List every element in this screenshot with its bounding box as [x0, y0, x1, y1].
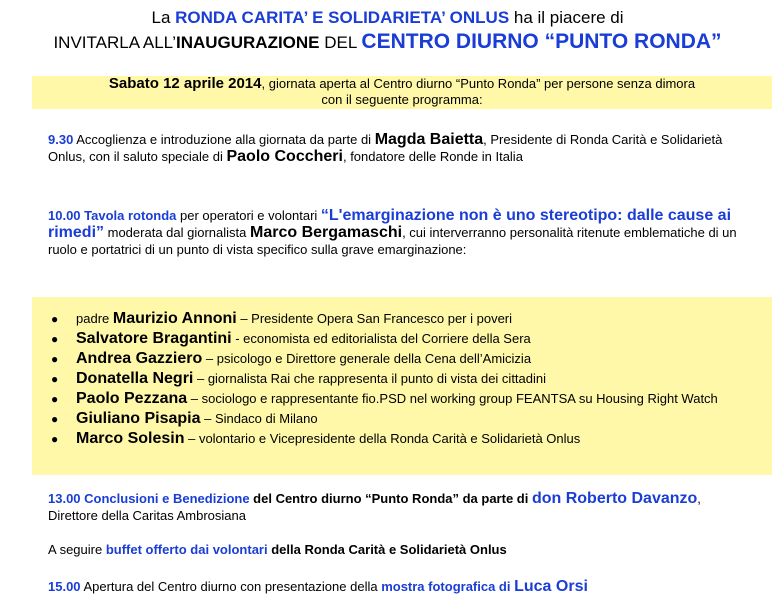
program-time: 10.00 — [48, 208, 81, 223]
program-text: per operatori e volontari — [176, 208, 321, 223]
header-text: La — [151, 8, 176, 27]
program-time: 9.30 — [48, 132, 74, 147]
program-text: , cui interverranno personalità ritenute emblematiche di un ruolo e portatrici di un punto di vista specifico sulla grave emarginazione: — [48, 225, 737, 257]
bullet-icon: ● — [51, 372, 59, 386]
date-banner — [32, 76, 772, 109]
program-text: , fondatore delle Ronde in Italia — [342, 149, 523, 164]
speaker-desc: – sociologo e rappresentante fio.PSD nel working group FEANTSA su Housing Right Watch — [187, 391, 718, 406]
bullet-icon: ● — [51, 432, 59, 446]
speaker-name: Paolo Pezzana — [76, 390, 188, 407]
bullet-icon: ● — [51, 412, 59, 426]
speaker-desc: – psicologo e Direttore generale della Cena dell’Amicizia — [202, 351, 532, 366]
speaker-name: Maurizio Annoni — [112, 310, 237, 327]
list-item — [51, 429, 772, 449]
program-text: , Direttore della Caritas Ambrosiana — [48, 491, 701, 523]
speaker-name: Marco Solesin — [76, 430, 185, 447]
date-banner-text: , giornata aperta al Centro diurno “Punto Ronda” per persone senza dimora — [261, 76, 696, 91]
program-text: della Ronda Carità e Solidarietà Onlus — [267, 542, 507, 557]
list-item — [51, 369, 772, 389]
bullet-icon: ● — [51, 312, 59, 326]
bullet-icon: ● — [51, 352, 59, 366]
header-line-2 — [0, 30, 775, 55]
list-item — [51, 409, 772, 429]
list-item — [51, 349, 772, 369]
speaker-name: Salvatore Bragantini — [76, 330, 232, 347]
round-table-quote: “L'emarginazione non è uno stereotipo: dalle cause ai rimedi” — [48, 207, 732, 241]
list-item — [51, 389, 772, 409]
moderator-name: Marco Bergamaschi — [250, 224, 403, 241]
speaker-desc: – volontario e Vicepresidente della Ronda Carità e Solidarietà Onlus — [184, 431, 581, 446]
program-item-buffet — [48, 541, 748, 558]
program-item-1500 — [48, 578, 748, 595]
header-text: DEL — [319, 33, 362, 52]
speaker-desc: – Sindaco di Milano — [200, 411, 318, 426]
program-time: 15.00 — [48, 579, 81, 594]
speaker-desc: – giornalista Rai che rappresenta il punto di vista dei cittadini — [193, 371, 547, 386]
inauguration-word: INAUGURAZIONE — [175, 33, 320, 52]
speaker-name: Andrea Gazziero — [76, 350, 203, 367]
speaker-name: Magda Baietta — [374, 131, 484, 148]
header-text: INVITARLA ALL’ — [53, 33, 176, 52]
program-item-1300 — [48, 490, 748, 524]
bullet-icon: ● — [51, 332, 59, 346]
program-text: A seguire — [48, 542, 106, 557]
speaker-name: Giuliano Pisapia — [76, 410, 201, 427]
header-text: ha il piacere di — [509, 8, 624, 27]
speaker-desc: - economista ed editorialista del Corriere della Sera — [231, 331, 531, 346]
speakers-list — [32, 297, 772, 449]
program-text: , Presidente di Ronda Carità e Solidarietà Onlus, con il saluto speciale di — [48, 132, 723, 164]
list-item — [51, 329, 772, 349]
speaker-name: don Roberto Davanzo — [531, 490, 698, 507]
exhibition-text: mostra fotografica di — [381, 579, 515, 594]
buffet-text: buffet offerto dai volontari — [105, 542, 268, 557]
bullet-icon: ● — [51, 392, 59, 406]
program-text: Apertura del Centro diurno con presentazione della — [80, 579, 382, 594]
speakers-box — [32, 297, 772, 475]
speaker-name: Donatella Negri — [76, 370, 194, 387]
program-text: del Centro diurno “Punto Ronda” da parte di — [249, 491, 532, 506]
program-text: Accoglienza e introduzione alla giornata da parte di — [73, 132, 375, 147]
organization-name: RONDA CARITA’ E SOLIDARIETA’ ONLUS — [175, 8, 510, 27]
photographer-name: Luca Orsi — [514, 578, 588, 595]
list-item — [51, 309, 772, 329]
header-line-1 — [0, 8, 775, 28]
speaker-prefix: padre — [76, 311, 113, 326]
program-title: 13.00 Conclusioni e Benedizione — [48, 491, 250, 506]
program-item-1000 — [48, 207, 748, 258]
program-text: moderata dal giornalista — [104, 225, 250, 240]
center-name: CENTRO DIURNO “PUNTO RONDA” — [361, 30, 722, 53]
program-title: Tavola rotonda — [80, 208, 177, 223]
date-banner-subtext: con il seguente programma: — [321, 92, 483, 107]
event-date: Sabato 12 aprile 2014 — [108, 75, 262, 92]
speaker-desc: – Presidente Opera San Francesco per i poveri — [236, 311, 513, 326]
program-item-930 — [48, 131, 748, 165]
speaker-name: Paolo Coccheri — [226, 148, 343, 165]
